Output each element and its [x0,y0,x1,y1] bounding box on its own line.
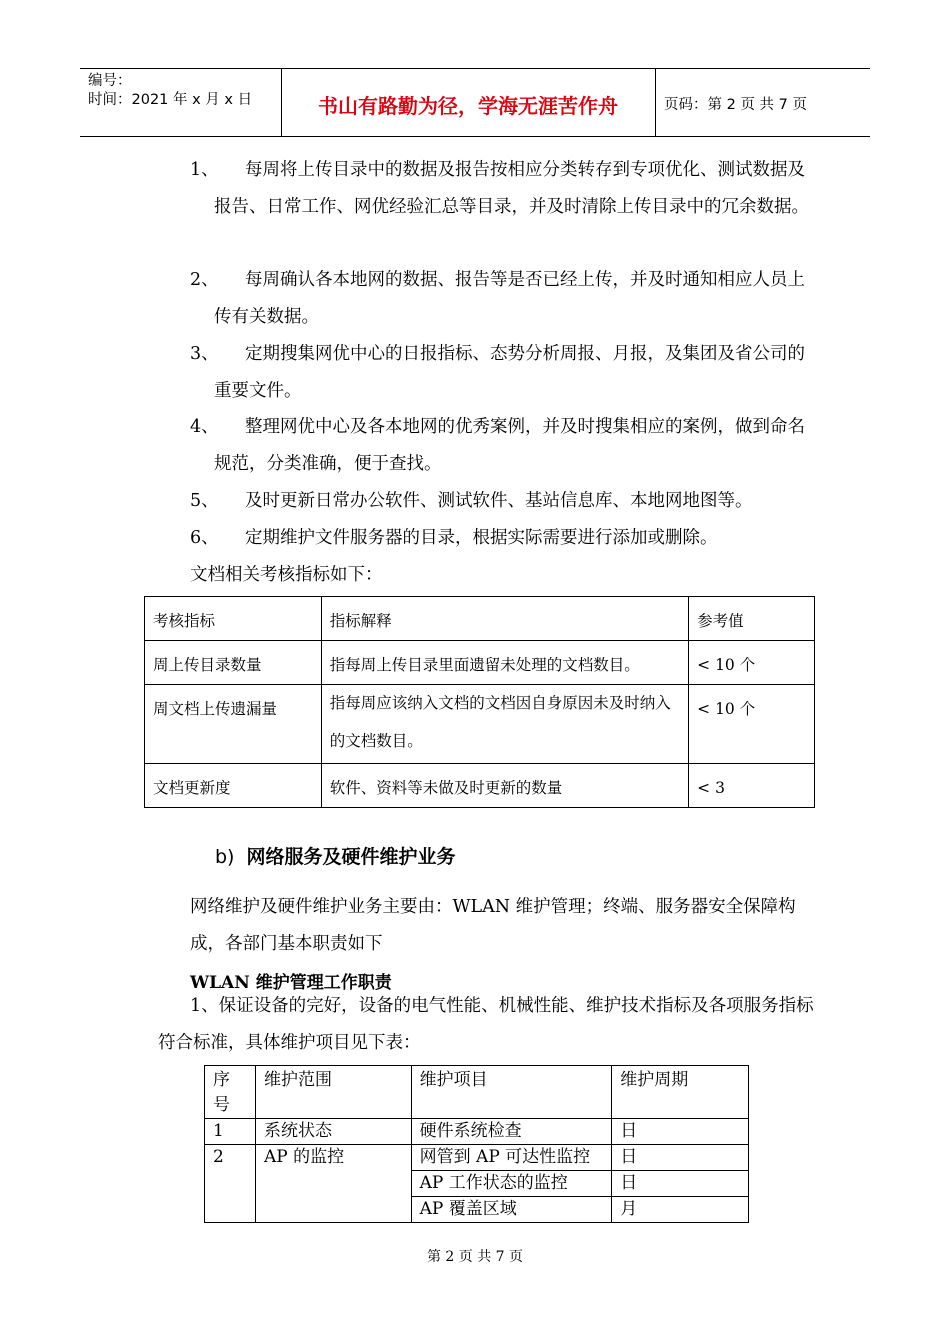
table-row [145,685,815,764]
list-item-text: 每周确认各本地网的数据、报告等是否已经上传，并及时通知相应人员上传有关数据。 [214,270,805,327]
assessment-table [144,596,815,808]
table-header-cell: 考核指标 [145,597,322,641]
table-cell: 系统状态 [255,1119,411,1145]
table-row [145,764,815,808]
table-header-cell: 维护项目 [411,1066,612,1119]
header-top-rule [80,68,870,69]
table-header-cell: 参考值 [689,597,815,641]
table-cell: AP 的监控 [255,1145,411,1223]
table-header-cell [205,1066,256,1119]
list-item-number: 1、 [190,160,219,180]
table-cell-text: 指每周应该纳入文档的文档因自身原因未及时纳入的文档数目。 [329,694,671,750]
list-item-number: 6、 [190,528,219,548]
page-footer: 第 2 页 共 7 页 [426,1249,524,1265]
section-intro: 网络维护及硬件维护业务主要由：WLAN 维护管理；终端、服务器安全保障构成，各部门基本职责如下 [190,897,796,954]
list-item-text: 定期维护文件服务器的目录，根据实际需要进行添加或删除。 [245,528,718,548]
table-cell: < 10 个 [689,641,815,685]
subsection-title: WLAN 维护管理工作职责 [190,973,392,993]
table-header-text: 序号 [213,1070,230,1115]
header-motto: 书山有路勤为径，学海无涯苦作舟 [318,94,618,118]
maintenance-table [204,1065,749,1223]
wlan-item: 1、保证设备的完好，设备的电气性能、机械性能、维护技术指标及各项服务指标符合标准，具体维护项目见下表： [158,996,814,1053]
list-item-text: 每周将上传目录中的数据及报告按相应分类转存到专项优化、测试数据及报告、日常工作、网优经验汇总等目录，并及时清除上传目录中的冗余数据。 [214,160,809,217]
table-cell: 日 [612,1145,749,1171]
header-number: 编号： [88,73,132,89]
table-header-row [205,1066,749,1119]
list-item-number: 3、 [190,344,219,364]
table-cell: AP 覆盖区域 [411,1197,612,1223]
header-meta [88,72,252,110]
header-divider-right [655,69,656,136]
table-cell: < 3 [689,764,815,808]
table-cell: 2 [205,1145,256,1223]
list-item-text: 及时更新日常办公软件、测试软件、基站信息库、本地网地图等。 [245,491,753,511]
table-cell [321,685,688,764]
table-header-cell: 维护范围 [255,1066,411,1119]
table-cell: 硬件系统检查 [411,1119,612,1145]
table-cell: 文档更新度 [145,764,322,808]
table-header-cell: 维护周期 [612,1066,749,1119]
table-row [205,1145,749,1171]
table-cell: 周上传目录数量 [145,641,322,685]
table-cell: 指每周上传目录里面遗留未处理的文档数目。 [321,641,688,685]
header-bottom-rule [80,136,870,137]
section-heading [215,842,456,869]
assessment-intro: 文档相关考核指标如下： [190,565,383,585]
list-item-text: 定期搜集网优中心的日报指标、态势分析周报、月报，及集团及省公司的重要文件。 [214,344,805,401]
section-title: 网络服务及硬件维护业务 [246,846,456,868]
table-row [145,641,815,685]
table-cell: 周文档上传遗漏量 [145,685,322,764]
table-row [205,1119,749,1145]
table-cell: 网管到 AP 可达性监控 [411,1145,612,1171]
table-cell: < 10 个 [689,685,815,764]
list-item-number: 5、 [190,491,219,511]
table-header-cell: 指标解释 [321,597,688,641]
list-item-number: 2、 [190,270,219,290]
table-header-row [145,597,815,641]
table-cell: AP 工作状态的监控 [411,1171,612,1197]
list-item-text: 整理网优中心及各本地网的优秀案例，并及时搜集相应的案例，做到命名规范，分类准确，便于查找。 [214,417,805,474]
table-cell: 月 [612,1197,749,1223]
list-item-number: 4、 [190,417,219,437]
section-label: b) [215,846,235,868]
table-cell: 日 [612,1171,749,1197]
table-cell: 1 [205,1119,256,1145]
table-cell: 软件、资料等未做及时更新的数量 [321,764,688,808]
header-time: 时间：2021 年 x 月 x 日 [88,92,253,108]
header-page-number: 页码：第 2 页 共 7 页 [664,97,807,113]
table-cell: 日 [612,1119,749,1145]
